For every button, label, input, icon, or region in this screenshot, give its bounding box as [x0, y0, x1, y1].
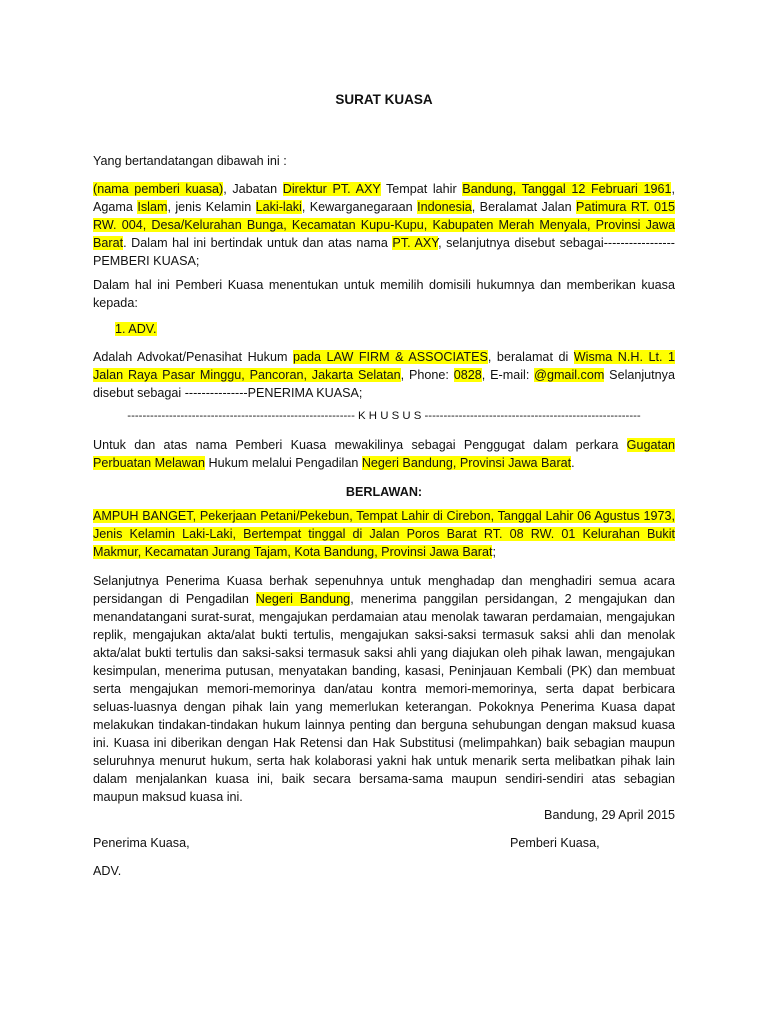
grantor-company: PT. AXY	[392, 236, 439, 250]
grantor-address: Patimura RT. 015 RW. 004, Desa/Kelurahan Bunga, Kecamatan Kupu-Kupu, Kabupaten Merah Menyala, Provinsi Jawa Barat	[93, 200, 675, 250]
attorney-name: 1. ADV.	[115, 322, 157, 336]
case-court: Negeri Bandung, Provinsi Jawa Barat	[361, 456, 572, 470]
powers-paragraph	[93, 572, 675, 806]
text-run: , Agama	[93, 182, 675, 214]
text-run: , Beralamat Jalan	[471, 200, 577, 214]
signing-date: Bandung, 29 April 2015	[544, 808, 675, 822]
text-run: , Phone:	[400, 368, 454, 382]
text-run: Untuk dan atas nama Pemberi Kuasa mewakilinya sebagai Penggugat dalam perkara	[93, 438, 627, 452]
berlawan-heading: BERLAWAN:	[345, 485, 423, 499]
text-run: , selanjutnya disebut sebagai-----------------PEMBERI KUASA;	[93, 236, 675, 268]
grantor-name: (nama pemberi kuasa)	[93, 182, 224, 196]
text-run: , Jabatan	[223, 182, 283, 196]
text-run: , menerima panggilan persidangan, 2 mengajukan dan menandatangani surat-surat, mengajukan perdamaian atau menolak tawaran perdamaian, mengajukan replik, mengajukan akta/alat bukti tertulis, mengajukan saksi-saksi termasuk saksi ahli dan menolak akta/alat bukti tertulis dan saksi-saksi termasuk saksi ahli yang diajukan oleh pihak lawan, mengajukan kesimpulan, menerima putusan, menyatakan banding, kasasi, Peninjauan Kembali (PK) dan membuat serta mengajukan memori-memorinya dan/atau kontra memori-memorinya, serta dapat berbicara seluas-luasnya dengan pihak lain yang memerlukan keterangan. Pokoknya Penerima Kuasa dapat melakukan tindakan-tindakan hukum lainnya penting dan berguna sehubungan dengan maksud kuasa ini. Kuasa ini diberikan dengan Hak Retensi dan Hak Substitusi (melimpahkan) baik sebagian maupun seluruhnya menurut hukum, serta hak kolaborasi yakni hak untuk menarik serta melibatkan pihak lain dalam menjalankan kuasa ini, baik secara bersama-sama maupun sendiri-sendiri atas sebagian maupun maksud kuasa ini.	[93, 592, 675, 804]
grantor-religion: Islam	[137, 200, 168, 214]
powers-court: Negeri Bandung	[255, 592, 351, 606]
grantor-gender: Laki-laki	[255, 200, 302, 214]
attorney-paragraph	[93, 348, 675, 402]
text-run: Tempat lahir	[380, 182, 463, 196]
case-paragraph	[93, 436, 675, 472]
domicile-paragraph: Dalam hal ini Pemberi Kuasa menentukan untuk memilih domisili hukumnya dan memberikan kuasa kepada:	[93, 278, 675, 310]
text-run: ;	[492, 545, 496, 559]
khusus-divider: ------------------------------------------------------------ K H U S U S ---------------------------------------------------------	[127, 410, 641, 422]
text-run: , jenis Kelamin	[167, 200, 256, 214]
grantor-signature-label: Pemberi Kuasa,	[510, 836, 600, 850]
text-run: . Dalam hal ini bertindak untuk dan atas nama	[123, 236, 393, 250]
grantor-birth: Bandung, Tanggal 12 Februari 1961	[462, 182, 672, 196]
opponent-paragraph	[93, 507, 675, 561]
grantor-paragraph	[93, 180, 675, 270]
grantor-position: Direktur PT. AXY	[282, 182, 381, 196]
text-run: , E-mail:	[481, 368, 535, 382]
attorney-firm: pada LAW FIRM & ASSOCIATES	[292, 350, 488, 364]
text-run: .	[571, 456, 575, 470]
text-run: , beralamat di	[487, 350, 574, 364]
intro-line: Yang bertandatangan dibawah ini :	[93, 154, 287, 168]
opponent-details: AMPUH BANGET, Pekerjaan Petani/Pekebun, Tempat Lahir di Cirebon, Tanggal Lahir 06 Agustus 1973, Jenis Kelamin Laki-Laki, Bertempat tinggal di Jalan Poros Barat RT. 08 RW. 01 Kelurahan Bukit Makmur, Kecamatan Jurang Tajam, Kota Bandung, Provinsi Jawa Barat	[93, 509, 675, 559]
attorney-list-item	[115, 320, 675, 338]
text-run: Hukum melalui Pengadilan	[205, 456, 362, 470]
grantor-nationality: Indonesia	[417, 200, 472, 214]
text-run: Selanjutnya Penerima Kuasa berhak sepenuhnya untuk menghadap dan menghadiri semua acara persidangan di Pengadilan	[93, 574, 675, 606]
attorney-email: @gmail.com	[534, 368, 605, 382]
text-run: , Kewarganegaraan	[301, 200, 418, 214]
text-run: Adalah Advokat/Penasihat Hukum	[93, 350, 293, 364]
attorney-address: Wisma N.H. Lt. 1 Jalan Raya Pasar Minggu, Pancoran, Jakarta Selatan	[93, 350, 675, 382]
attorney-phone: 0828	[453, 368, 482, 382]
receiver-signature-label: Penerima Kuasa,	[93, 836, 190, 850]
text-run: Selanjutnya disebut sebagai ---------------PENERIMA KUASA;	[93, 368, 675, 400]
document-title: SURAT KUASA	[335, 92, 433, 107]
case-type: Gugatan Perbuatan Melawan	[93, 438, 675, 470]
receiver-signature-name: ADV.	[93, 864, 122, 878]
